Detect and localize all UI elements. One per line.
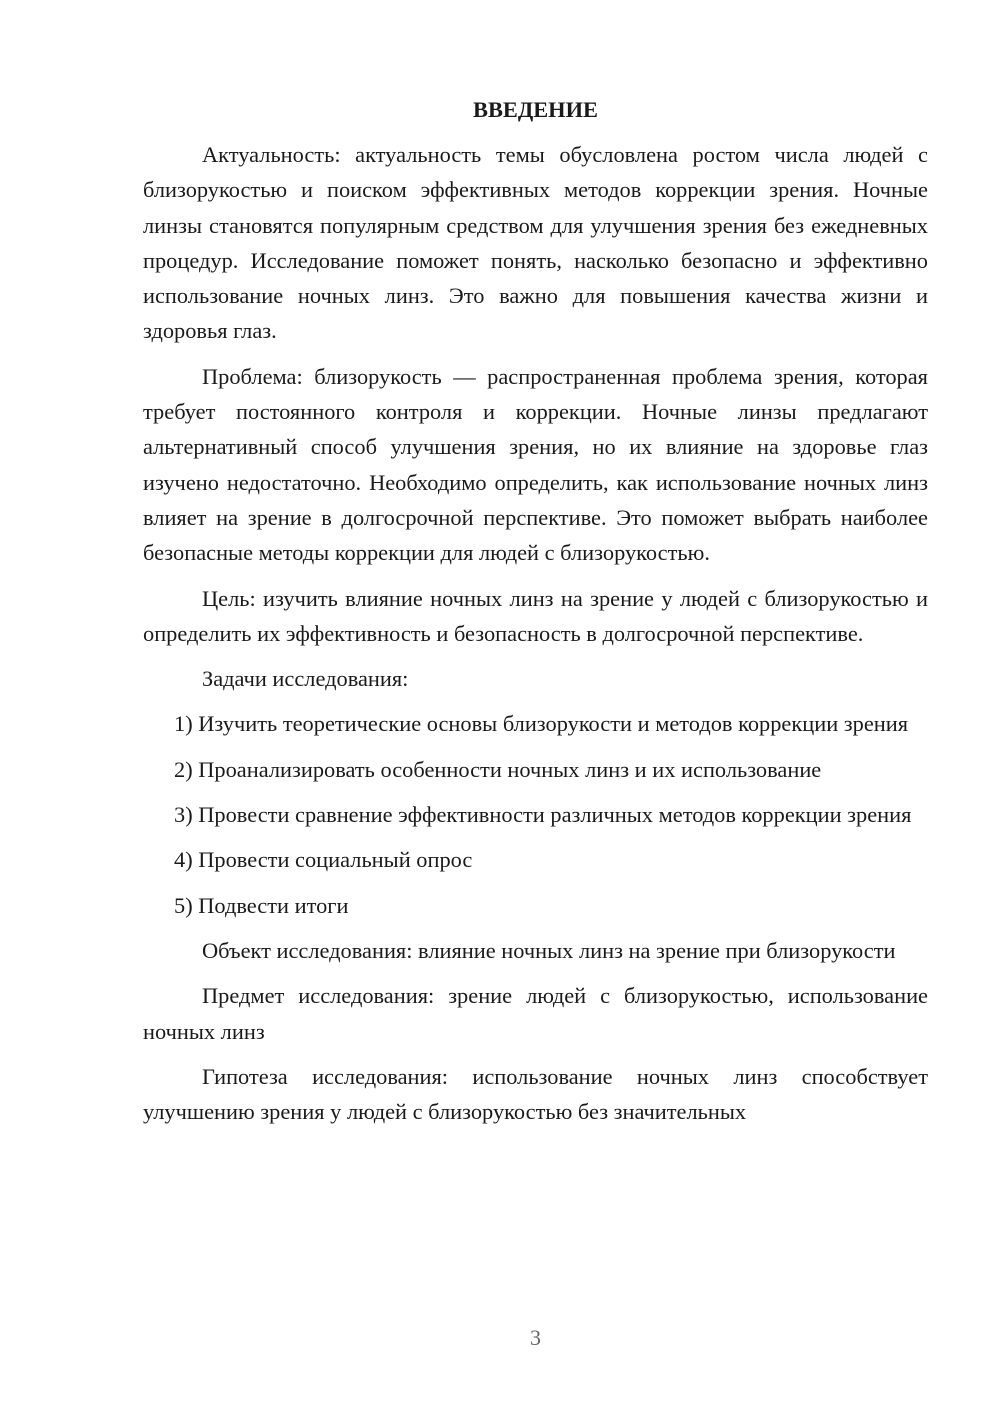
paragraph-hypothesis: Гипотеза исследования: использование ночных линз способствует улучшению зрения у людей с близорукостью без значительных <box>143 1063 928 1125</box>
page-number: 3 <box>530 1325 541 1350</box>
paragraph-goal: Цель: изучить влияние ночных линз на зрение у людей с близорукостью и определить их эффективность и безопасность в долгосрочной перспективе. <box>143 585 928 646</box>
page-content <box>143 92 928 1139</box>
section-title: ВВЕДЕНИЕ <box>473 97 598 122</box>
task-item-2: 2) Проанализировать особенности ночных линз и их использование <box>174 756 822 782</box>
paragraph-subject: Предмет исследования: зрение людей с близорукостью, использование ночных линз <box>143 983 928 1044</box>
task-item-3: 3) Провести сравнение эффективности различных методов коррекции зрения <box>174 802 912 828</box>
paragraph-relevance: Актуальность: актуальность темы обусловлена ростом числа людей с близорукостью и поиском эффективных методов коррекции зрения. Ночные линзы становятся популярным средством для улучшения зрения без ежедневных процедур. Исследование поможет понять, насколько безопасно и эффективно использование ночных линз. Это важно для повышения качества жизни и здоровья глаз. <box>143 142 928 344</box>
paragraph-object: Объект исследования: влияние ночных линз на зрение при близорукости <box>202 937 896 963</box>
task-item-5: 5) Подвести итоги <box>174 892 349 918</box>
task-item-4: 4) Провести социальный опрос <box>174 847 473 873</box>
tasks-heading: Задачи исследования: <box>202 666 409 692</box>
task-item-1: 1) Изучить теоретические основы близорукости и методов коррекции зрения <box>174 711 909 737</box>
paragraph-problem: Проблема: близорукость — распространенная проблема зрения, которая требует постоянного контроля и коррекции. Ночные линзы предлагают альтернативный способ улучшения зрения, но их влияние на здоровье глаз изучено недостаточно. Необходимо определить, как использование ночных линз влияет на зрение в долгосрочной перспективе. Это поможет выбрать наиболее безопасные методы коррекции для людей с близорукостью. <box>143 363 928 566</box>
